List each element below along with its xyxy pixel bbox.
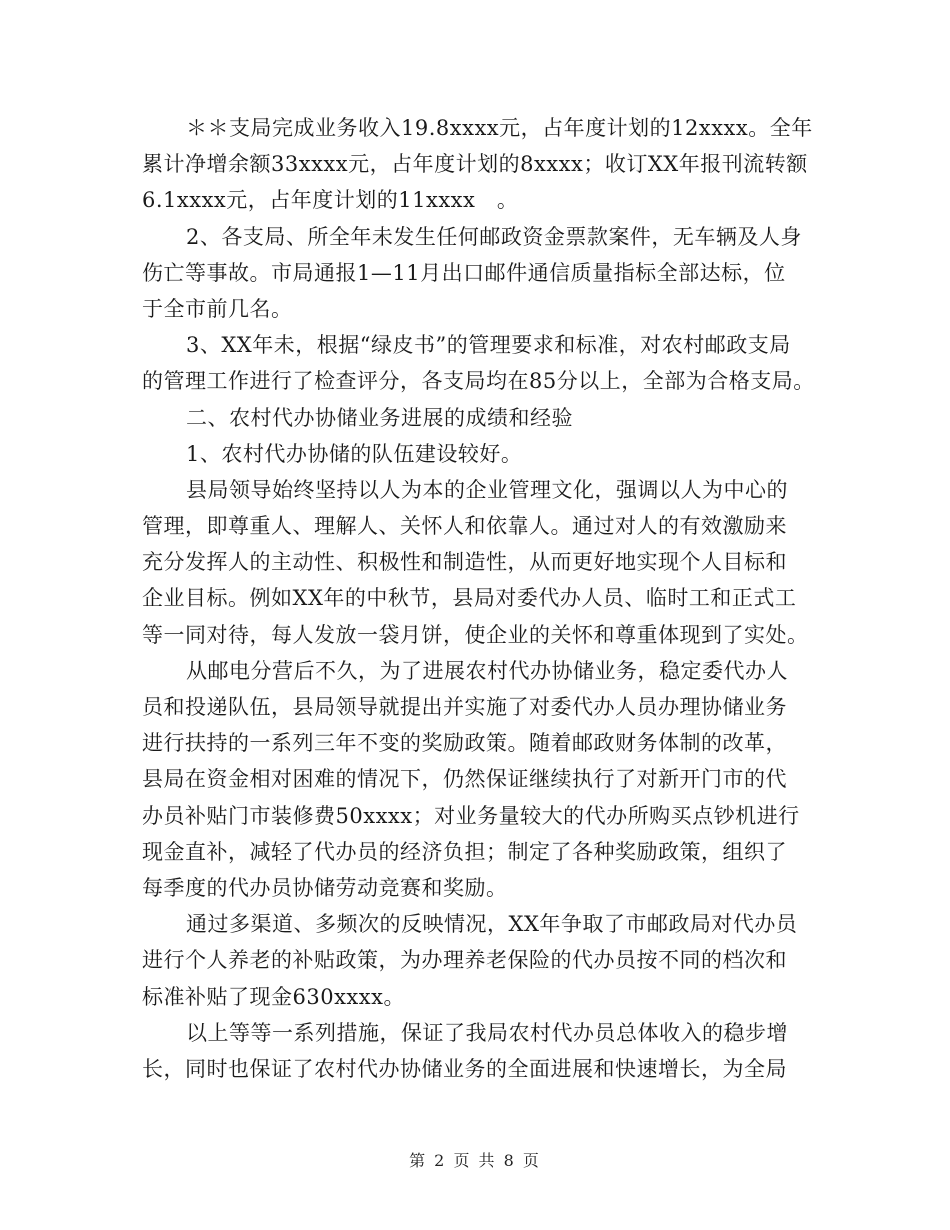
text-line: 办员补贴门市装修费50xxxx；对业务量较大的代办所购买点钞机进行 [142,803,800,828]
text-line: 员和投递队伍，县局领导就提出并实施了对委代办人员办理协储业务 [142,695,787,719]
page-footer: 第 2 页 共 8 页 [409,1151,541,1170]
text-line: 2、各支局、所全年未发生任何邮政资金票款案件，无车辆及人身 [186,224,802,249]
text-line: ＊＊支局完成业务收入19.8xxxx元，占年度计划的12xxxx。全年 [186,116,813,140]
document-body [142,110,814,1087]
text-line: 县局领导始终坚持以人为本的企业管理文化，强调以人为中心的 [186,477,788,502]
text-line: 通过多渠道、多频次的反映情况，XX年争取了市邮政局对代办员 [186,912,798,937]
text-line: 累计净增余额33xxxx元，占年度计划的8xxxx；收订XX年报刊流转额 [142,152,808,177]
text-line: 县局在资金相对困难的情况下，仍然保证继续执行了对新开门市的代 [142,767,787,792]
text-line: 于全市前几名。 [142,296,293,321]
text-line: 现金直补，减轻了代办员的经济负担；制定了各种奖励政策，组织了 [142,839,787,864]
text-line: 管理，即尊重人、理解人、关怀人和依靠人。通过对人的有效激励来 [142,514,787,539]
text-line: 的管理工作进行了检查评分，各支局均在85分以上，全部为合格支局。 [142,369,815,394]
text-line: 1、农村代办协储的队伍建设较好。 [186,441,523,466]
text-line: 伤亡等事故。市局通报1—11月出口邮件通信质量指标全部达标，位 [142,260,786,285]
text-line: 进行扶持的一系列三年不变的奖励政策。随着邮政财务体制的改革， [142,731,787,756]
text-line: 3、XX年未，根据“绿皮书”的管理要求和标准，对农村邮政支局 [186,333,791,358]
text-line: 进行个人养老的补贴政策，为办理养老保险的代办员按不同的档次和 [142,948,787,973]
text-line: 企业目标。例如XX年的中秋节，县局对委代办人员、临时工和正式工 [142,586,797,611]
text-line: 充分发挥人的主动性、积极性和制造性，从而更好地实现个人目标和 [142,550,787,575]
text-line: 每季度的代办员协储劳动竞赛和奖励。 [142,875,508,900]
text-line: 6.1xxxx元，占年度计划的11xxxx 。 [142,188,519,213]
text-line: 以上等等一系列措施，保证了我局农村代办员总体收入的稳步增 [186,1020,788,1045]
text-line: 等一同对待，每人发放一袋月饼，使企业的关怀和尊重体现到了实处。 [142,622,809,647]
text-line: 二、农村代办协储业务进展的成绩和经验 [186,405,573,430]
text-line: 标准补贴了现金630xxxx。 [142,984,405,1009]
text-line: 从邮电分营后不久，为了进展农村代办协储业务，稳定委代办人 [186,658,788,683]
text-line: 长，同时也保证了农村代办协储业务的全面进展和快速增长，为全局 [142,1056,787,1081]
